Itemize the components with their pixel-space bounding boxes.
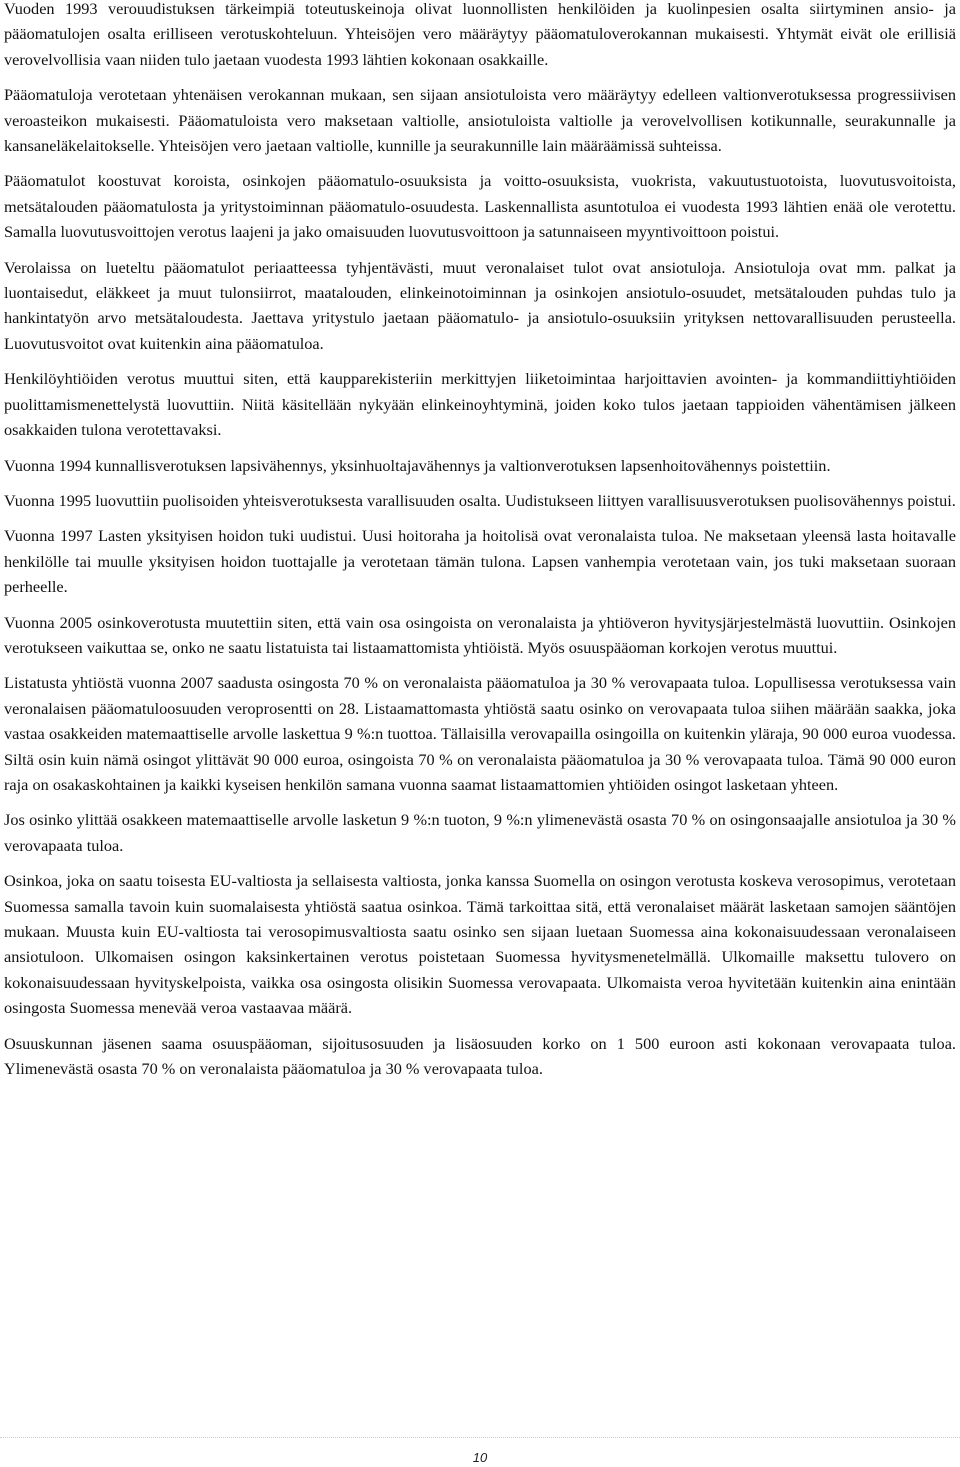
paragraph-partnership-taxation: Henkilöyhtiöiden verotus muuttui siten, että kaupparekisteriin merkittyjen liiketoimintaa harjoittavien avointen- ja kommandiittiyhtiöiden puolittamismenettelystä luovuttiin. Niitä käsitellään nykyään elinkeinoyhtyminä, joiden koko tulos jaetaan tappioiden vähentämisen jälkeen osakkaiden tulona verotettavaksi.: [4, 369, 956, 440]
paragraph-capital-income-tax-rate: Pääomatuloja verotetaan yhtenäisen verokannan mukaan, sen sijaan ansiotuloista vero määräytyy edelleen valtionverotuksessa progressiivisen veroasteikon mukaisesti. Pääomatuloista vero maksetaan valtiolle, ansiotuloista valtiolle ja verovelvollisen kotikunnalle, seurakunnalle ja kansaneläkelaitokselle. Yhteisöjen vero jaetaan valtiolle, kunnille ja seurakunnille lain määräämissä suhteissa.: [4, 85, 956, 156]
paragraph-capital-income-sources: Pääomatulot koostuvat koroista, osinkojen pääomatulo-osuuksista ja voitto-osuuksista, vuokrista, vakuutustuotoista, luovutusvoitoista, metsätalouden pääomatulosta ja yritystoiminnan pääomatulo-osuudesta. Laskennallista asuntotuloa ei vuodesta 1993 lähtien enää ole verotettu. Samalla luovutusvoittojen verotus laajeni ja jako omaisuuden luovutusvoittoon ja satunnaiseen myyntivoittoon poistui.: [4, 171, 956, 242]
paragraph-1994-changes: Vuonna 1994 kunnallisverotuksen lapsivähennys, yksinhuoltajavähennys ja valtionverotuksen lapsenhoitovähennys poistettiin.: [4, 455, 831, 475]
paragraph-2005-dividend-reform: Vuonna 2005 osinkoverotusta muutettiin siten, että vain osa osingoista on veronalaista ja yhtiöveron hyvitysjärjestelmästä luovuttiin. Osinkojen verotukseen vaikuttaa se, onko ne saatu listatuista tai listaamattomista yhtiöistä. Myös osuuspääoman korkojen verotus muuttui.: [4, 612, 956, 657]
paragraph-listed-company-dividends: Listatusta yhtiöstä vuonna 2007 saadusta osingosta 70 % on veronalaista pääomatuloa ja 30 % verovapaata tuloa. Lopullisessa verotuksessa vain veronalaisen pääomatuloosuuden veroprosentti on 28. Listaamattomasta yhtiöstä saatu osinko on verovapaata tuloa siihen määrään saakka, joka vastaa osakkeiden matemaattiselle arvolle laskettua 9 %:n tuottoa. Tällaisilla verovapailla osingoilla on kuitenkin yläraja, 90 000 euroa vuodessa. Siltä osin kuin nämä osingot ylittävät 90 000 euroa, osingoista 70 % on veronalaista pääomatuloa ja 30 % verovapaata tuloa. Tämä 90 000 euron raja on osakaskohtainen ja kaikki kyseisen henkilön samana vuonna saamat listaamattomien yhtiöiden osingot lasketaan yhteen.: [4, 673, 956, 794]
paragraph-foreign-dividends: Osinkoa, joka on saatu toisesta EU-valtiosta ja sellaisesta valtiosta, jonka kanssa Suomella on osingon verotusta koskeva verosopimus, verotetaan Suomessa samalla tavoin kuin suomalaisesta yhtiöstä saatua osinkoa. Tämä tarkoittaa sitä, että veronalaiset määrät lasketaan samojen sääntöjen mukaan. Muusta kuin EU-valtiosta tai verosopimusvaltiosta saatu osinko sen sijaan luetaan Suomessa aina kokonaisuudessaan veronalaiseen ansiotuloon. Ulkomaisen osingon kaksinkertainen verotus poistetaan Suomessa hyvitysmenetelmällä. Ulkomaille maksettu tulovero on kokonaisuudessaan hyvityskelpoista, vaikka osa osingosta olisikin Suomessa verovapaata. Ulkomaista veroa hyvitetään kuitenkin aina enintään osingosta Suomessa menevää veroa vastaavaa määrä.: [4, 871, 956, 1018]
page-number: 10: [472, 1450, 488, 1465]
paragraph-1995-changes: Vuonna 1995 luovuttiin puolisoiden yhteisverotuksesta varallisuuden osalta. Uudistukseen liittyen varallisuusverotuksen puolisovähennys poistui.: [4, 490, 956, 510]
paragraph-cooperative-interest: Osuuskunnan jäsenen saama osuuspääoman, sijoitusosuuden ja lisäosuuden korko on 1 500 euroon asti kokonaan verovapaata tuloa. Ylimenevästä osasta 70 % on veronalaista pääomatuloa ja 30 % verovapaata tuloa.: [4, 1033, 956, 1079]
paragraph-dividend-excess: Jos osinko ylittää osakkeen matemaattiselle arvolle lasketun 9 %:n tuoton, 9 %:n ylimenevästä osasta 70 % on osingonsaajalle ansiotuloa ja 30 % verovapaata tuloa.: [4, 810, 956, 855]
body-text: [4, 0, 956, 1091]
paragraph-1997-changes: Vuonna 1997 Lasten yksityisen hoidon tuki uudistui. Uusi hoitoraha ja hoitolisä ovat veronalaista tuloa. Ne maksetaan yleensä lasta hoitavalle henkilölle tai muulle yksityisen hoidon tuottajalle ja verotetaan tämän tulona. Lapsen vanhempia verotetaan vain, jos tuki maksetaan suoraan perheelle.: [4, 526, 956, 597]
paragraph-tax-reform-1993: Vuoden 1993 verouudistuksen tärkeimpiä toteutuskeinoja olivat luonnollisten henkilöiden ja kuolinpesien osalta siirtyminen ansio- ja pääomatulojen osalta erilliseen verotuskohteluun. Yhteisöjen vero määräytyy pääomatuloverokannan mukaisesti. Yhtymät eivät ole erillisiä verovelvollisia vaan niiden tulo jaetaan vuodesta 1993 lähtien kokonaan osakkaille.: [4, 0, 956, 69]
footer-divider: [0, 1437, 960, 1438]
paragraph-earned-income: Verolaissa on lueteltu pääomatulot periaatteessa tyhjentävästi, muut veronalaiset tulot ovat ansiotuloja. Ansiotuloja ovat mm. palkat ja luontaisedut, eläkkeet ja muut tulonsiirrot, maatalouden, elinkeinotoiminnan ja osinkojen ansiotulo-osuudet, metsätalouden puhdas tulo ja hankintatyön arvo metsätaloudesta. Jaettava yritystulo jaetaan pääomatulo- ja ansiotulo-osuuksiin yrityksen nettovarallisuuden perusteella. Luovutusvoitot ovat kuitenkin aina pääomatuloa.: [4, 257, 956, 353]
